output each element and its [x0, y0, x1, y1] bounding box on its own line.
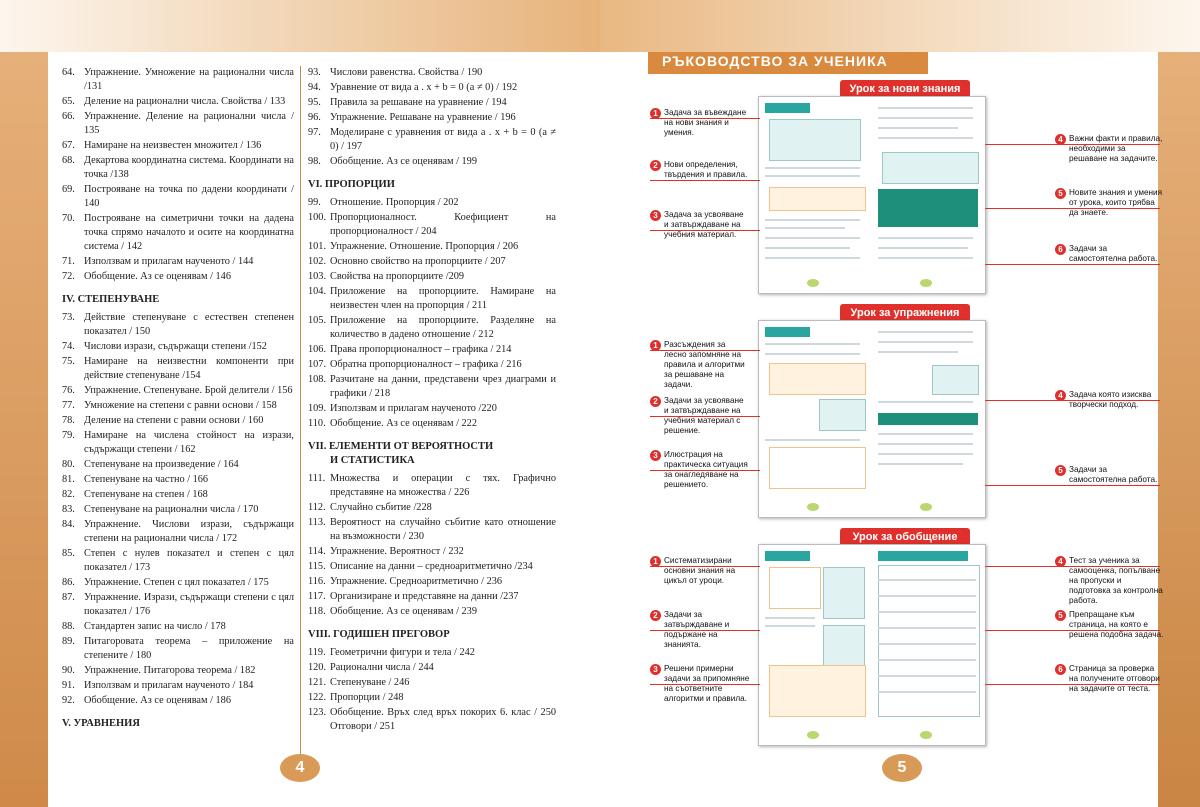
toc-item-text: Числови равенства. Свойства / 190	[330, 67, 483, 78]
book-title-bar	[878, 551, 968, 561]
toc-item-text: Отношение. Пропорция / 202	[330, 197, 459, 208]
toc-item-number: 114.	[308, 546, 326, 557]
toc-item-number: 105.	[308, 315, 327, 326]
toc-item	[62, 503, 294, 517]
toc-item-text: Упражнение. Числови изрази, съдържащи степени на рационални числа / 172	[84, 519, 294, 544]
toc-item-text: Обобщение. Аз се оценявам / 199	[330, 156, 477, 167]
toc-item-text: Множества и операции с тях. Графично представяне на множества / 226	[330, 473, 556, 498]
toc-item-text: Използвам и прилагам наученото / 144	[84, 256, 254, 267]
callout-leader-line	[650, 118, 760, 119]
toc-item	[308, 196, 556, 210]
toc-item	[308, 605, 556, 619]
toc-item-text: Използвам и прилагам наученото /220	[330, 403, 497, 414]
book-preview-exercise	[758, 320, 986, 518]
lesson-label-new: Урок за нови знания	[840, 80, 970, 98]
toc-item-text: Обобщение. Аз се оценявам / 222	[330, 418, 477, 429]
toc-item-number: 98.	[308, 156, 321, 167]
toc-item-text: Упражнение. Степен с цял показател / 175	[84, 577, 269, 588]
toc-item-number: 91.	[62, 680, 75, 691]
callout-text: Важни факти и правила, необходими за решаване на задачите.	[1069, 134, 1163, 163]
toc-item	[308, 501, 556, 515]
section-heading: И СТАТИСТИКА	[330, 455, 415, 466]
toc-item	[308, 358, 556, 372]
callout	[1055, 465, 1165, 485]
toc-item-number: 86.	[62, 577, 75, 588]
toc-item-number: 115.	[308, 561, 326, 572]
toc-item	[308, 676, 556, 690]
callout	[1055, 610, 1165, 640]
callout	[1055, 664, 1165, 694]
callout-number-badge: 3	[650, 210, 661, 221]
callout-leader-line	[650, 416, 760, 417]
toc-item-text: Декартова координатна система. Координати на точка /138	[84, 155, 294, 180]
callout-leader-line	[985, 684, 1160, 685]
callout-leader-line	[985, 630, 1160, 631]
page-number: 5	[882, 754, 922, 782]
toc-item	[62, 139, 294, 153]
toc-item-number: 96.	[308, 112, 321, 123]
toc-item	[308, 343, 556, 357]
toc-item-text: Степенуване / 246	[330, 677, 410, 688]
callout-leader-line	[985, 566, 1160, 567]
toc-item-text: Вероятност на случайно събитие като отношение на възможности / 230	[330, 517, 556, 542]
toc-item-number: 102.	[308, 256, 327, 267]
callout-leader-line	[650, 630, 760, 631]
toc-item	[62, 458, 294, 472]
guide-title: РЪКОВОДСТВО ЗА УЧЕНИКА	[662, 53, 888, 69]
callout-number-badge: 6	[1055, 664, 1066, 675]
toc-item-number: 76.	[62, 385, 75, 396]
toc-item-text: Геометрични фигури и тела / 242	[330, 647, 475, 658]
toc-item-number: 107.	[308, 359, 327, 370]
toc-item	[308, 211, 556, 239]
toc-item	[308, 706, 556, 734]
callout-number-badge: 2	[650, 396, 661, 407]
callout-number-badge: 5	[1055, 188, 1066, 199]
callout-number-badge: 4	[1055, 556, 1066, 567]
callout	[650, 108, 750, 138]
toc-item-text: Намиране на числена стойност на изрази, съдържащи степени / 162	[84, 430, 294, 455]
toc-item-number: 77.	[62, 400, 75, 411]
toc-item	[308, 402, 556, 416]
toc-column-a	[62, 66, 294, 735]
callout-number-badge: 1	[650, 108, 661, 119]
toc-item-number: 92.	[62, 695, 75, 706]
callout-leader-line	[650, 350, 760, 351]
toc-item	[308, 575, 556, 589]
toc-item-number: 117.	[308, 591, 326, 602]
toc-item-text: Обобщение. Връх след връх покорих 6. клас / 250 Отговори / 251	[330, 707, 556, 732]
callout-text: Задача за въвеждане на нови знания и умения.	[664, 108, 747, 137]
toc-item-number: 110.	[308, 418, 326, 429]
callout-number-badge: 1	[650, 340, 661, 351]
callout-number-badge: 3	[650, 664, 661, 675]
callout	[650, 340, 750, 390]
toc-item-text: Моделиране с уравнения от вида a . x + b = 0 (a ≠ 0) / 197	[330, 127, 556, 152]
toc-item-number: 99.	[308, 197, 321, 208]
callout-leader-line	[985, 400, 1160, 401]
toc-item-number: 70.	[62, 213, 75, 224]
toc-item-number: 69.	[62, 184, 75, 195]
callout-leader-line	[985, 144, 1160, 145]
callout-text: Задачи за самостоятелна работа.	[1069, 465, 1158, 484]
toc-item-number: 82.	[62, 489, 75, 500]
lesson-label-exercise: Урок за упражнения	[840, 304, 970, 322]
callout-number-badge: 5	[1055, 465, 1066, 476]
toc-item-text: Деление на рационални числа. Свойства / 133	[84, 96, 286, 107]
toc-item	[308, 590, 556, 604]
toc-item-number: 119.	[308, 647, 326, 658]
book-title-bar	[765, 551, 810, 561]
top-band	[0, 0, 600, 52]
toc-item-number: 85.	[62, 548, 75, 559]
toc-item-text: Упражнение. Изрази, съдържащи степени с цял показател / 176	[84, 592, 294, 617]
toc-item-text: Правила за решаване на уравнение / 194	[330, 97, 507, 108]
toc-item-text: Построяване на точка по дадени координати / 140	[84, 184, 294, 209]
toc-item-number: 123.	[308, 707, 327, 718]
toc-item	[62, 270, 294, 284]
toc-item-number: 66.	[62, 111, 75, 122]
section-heading: VI. ПРОПОРЦИИ	[308, 179, 395, 190]
toc-item-number: 80.	[62, 459, 75, 470]
toc-item-text: Деление на степени с равни основи / 160	[84, 415, 264, 426]
toc-item	[62, 110, 294, 138]
callout	[650, 160, 750, 180]
toc-item-number: 64.	[62, 67, 75, 78]
toc-item	[62, 154, 294, 182]
callout-text: Задачи за усвояване и затвърждаване на учебния материал с решение.	[664, 396, 744, 435]
toc-item-number: 104.	[308, 286, 327, 297]
callout-text: Разсъждения за лесно запомняне на правила и алгоритми за решаване на задачи.	[664, 340, 745, 389]
toc-item	[308, 314, 556, 342]
callout-number-badge: 6	[1055, 244, 1066, 255]
toc-item	[308, 516, 556, 544]
toc-item-text: Степен с нулев показател и степен с цял показател / 173	[84, 548, 294, 573]
toc-item-number: 112.	[308, 502, 326, 513]
toc-item-number: 71.	[62, 256, 75, 267]
book-preview-summary	[758, 544, 986, 746]
callout-leader-line	[985, 485, 1160, 486]
toc-item-text: Пропорционалност. Коефициент на пропорционалност / 204	[330, 212, 556, 237]
callout-number-badge: 4	[1055, 390, 1066, 401]
toc-item-text: Умножение на степени с равни основи / 158	[84, 400, 277, 411]
callout-number-badge: 5	[1055, 610, 1066, 621]
toc-item-number: 78.	[62, 415, 75, 426]
callout-text: Нови определения, твърдения и правила.	[664, 160, 748, 179]
book-page-right	[872, 97, 985, 293]
callout-text: Систематизирани основни знания на цикъл от уроци.	[664, 556, 736, 585]
toc-item-number: 101.	[308, 241, 327, 252]
column-divider	[300, 66, 301, 756]
toc-item	[62, 518, 294, 546]
toc-item-text: Степенуване на рационални числа / 170	[84, 504, 259, 515]
toc-item-text: Упражнение. Степенуване. Брой делители / 156	[84, 385, 293, 396]
toc-item-text: Основно свойство на пропорциите / 207	[330, 256, 506, 267]
callout	[1055, 134, 1165, 164]
toc-item-number: 90.	[62, 665, 75, 676]
toc-item-text: Упражнение. Решаване на уравнение / 196	[330, 112, 516, 123]
callout-leader-line	[650, 470, 760, 471]
book-page-right	[872, 545, 985, 745]
toc-item-number: 84.	[62, 519, 75, 530]
toc-item	[62, 620, 294, 634]
toc-item	[308, 240, 556, 254]
toc-item-text: Степенуване на степен / 168	[84, 489, 208, 500]
book-page-left	[759, 545, 873, 745]
toc-column-b	[308, 66, 556, 735]
toc-item-number: 75.	[62, 356, 75, 367]
toc-item	[62, 183, 294, 211]
callout	[650, 210, 750, 240]
toc-item	[62, 311, 294, 339]
toc-item	[62, 694, 294, 708]
toc-item-number: 72.	[62, 271, 75, 282]
callout-leader-line	[650, 684, 760, 685]
toc-item	[308, 81, 556, 95]
toc-item-number: 113.	[308, 517, 326, 528]
toc-item-text: Упражнение. Средноаритметично / 236	[330, 576, 503, 587]
toc-item-text: Пропорции / 248	[330, 692, 404, 703]
toc-item	[308, 691, 556, 705]
right-page	[600, 0, 1200, 807]
toc-item	[62, 473, 294, 487]
toc-item	[62, 591, 294, 619]
toc-item-text: Случайно събитие /228	[330, 502, 432, 513]
section-heading: VII. ЕЛЕМЕНТИ ОТ ВЕРОЯТНОСТИ	[308, 441, 494, 452]
section-heading: V. УРАВНЕНИЯ	[62, 718, 140, 729]
book-page-right	[872, 321, 985, 517]
callout-number-badge: 1	[650, 556, 661, 567]
toc-item	[308, 285, 556, 313]
toc-item	[308, 255, 556, 269]
toc-item	[62, 576, 294, 590]
toc-item-number: 81.	[62, 474, 75, 485]
toc-item	[308, 417, 556, 431]
toc-item	[308, 545, 556, 559]
toc-item	[308, 126, 556, 154]
toc-item-text: Рационални числа / 244	[330, 662, 434, 673]
toc-item-text: Упражнение. Вероятност / 232	[330, 546, 464, 557]
lesson-label-summary: Урок за обобщение	[840, 528, 970, 546]
toc-item	[62, 399, 294, 413]
callout-text: Задачи за самостоятелна работа.	[1069, 244, 1158, 263]
toc-item-text: Действие степенуване с естествен степенен показател / 150	[84, 312, 294, 337]
toc-item	[62, 679, 294, 693]
toc-item	[308, 111, 556, 125]
toc-item-number: 120.	[308, 662, 327, 673]
toc-item-text: Степенуване на произведение / 164	[84, 459, 239, 470]
callout-text: Страница за проверка на получените отговори на задачите от теста.	[1069, 664, 1160, 693]
callout-text: Задача за усвояване и затвърждаване на учебния материал.	[664, 210, 744, 239]
book-preview-new	[758, 96, 986, 294]
toc-item	[308, 373, 556, 401]
toc-item	[62, 635, 294, 663]
toc-item-text: Обобщение. Аз се оценявам / 186	[84, 695, 231, 706]
toc-item	[62, 340, 294, 354]
toc-item-number: 103.	[308, 271, 327, 282]
toc-item	[308, 646, 556, 660]
toc-item	[308, 560, 556, 574]
toc-item-text: Обобщение. Аз се оценявам / 146	[84, 271, 231, 282]
toc-item	[62, 255, 294, 269]
toc-item-text: Разчитане на данни, представени чрез диаграми и графики / 218	[330, 374, 556, 399]
callout-text: Задачи за затвърждаване и подържане на знанията.	[664, 610, 730, 649]
callout-leader-line	[650, 566, 760, 567]
toc-item-text: Построяване на симетрични точки на дадена точка спрямо началото и осите на координатна система / 142	[84, 213, 294, 252]
section-heading: VIII. ГОДИШЕН ПРЕГОВОР	[308, 629, 450, 640]
toc-item-number: 100.	[308, 212, 327, 223]
toc-item-text: Упражнение. Деление на рационални числа / 135	[84, 111, 294, 136]
toc-item-number: 116.	[308, 576, 326, 587]
callout-text: Задача която изисква творчески подход.	[1069, 390, 1152, 409]
toc-item-text: Използвам и прилагам наученото / 184	[84, 680, 254, 691]
toc-item	[62, 664, 294, 678]
toc-item-number: 74.	[62, 341, 75, 352]
callout	[1055, 244, 1165, 264]
callout-leader-line	[650, 180, 760, 181]
toc-item-text: Обратна пропорционалност – графика / 216	[330, 359, 522, 370]
toc-item	[62, 414, 294, 428]
toc-item-number: 122.	[308, 692, 327, 703]
toc-item	[308, 155, 556, 169]
toc-item-number: 83.	[62, 504, 75, 515]
toc-item	[62, 488, 294, 502]
toc-item-text: Упражнение. Умножение на рационални числа /131	[84, 67, 294, 92]
top-band	[600, 0, 1200, 52]
toc-item	[308, 66, 556, 80]
margin-band	[0, 52, 48, 807]
toc-item	[62, 212, 294, 254]
toc-item-text: Права пропорционалност – графика / 214	[330, 344, 512, 355]
toc-item	[308, 661, 556, 675]
callout-text: Решени примерни задачи за припомняне на съответните алгоритми и правила.	[664, 664, 750, 703]
toc-item-text: Намиране на неизвестни компоненти при действие степенуване /154	[84, 356, 294, 381]
toc-item-number: 121.	[308, 677, 327, 688]
toc-item-text: Упражнение. Питагорова теорема / 182	[84, 665, 256, 676]
toc-item-text: Степенуване на частно / 166	[84, 474, 209, 485]
toc-item-text: Обобщение. Аз се оценявам / 239	[330, 606, 477, 617]
callout-number-badge: 2	[650, 610, 661, 621]
toc-item-number: 109.	[308, 403, 327, 414]
toc-item-number: 94.	[308, 82, 321, 93]
book-title-bar	[765, 327, 810, 337]
toc-item-text: Упражнение. Отношение. Пропорция / 206	[330, 241, 519, 252]
callout-leader-line	[985, 208, 1160, 209]
toc-item-text: Намиране на неизвестен множител / 136	[84, 140, 262, 151]
callout-leader-line	[985, 264, 1160, 265]
toc-item-text: Описание на данни – средноаритметично /234	[330, 561, 533, 572]
book-title-bar	[765, 103, 810, 113]
section-heading: IV. СТЕПЕНУВАНЕ	[62, 294, 160, 305]
toc-item-number: 73.	[62, 312, 75, 323]
toc-item-text: Питагоровата теорема – приложение на степените / 180	[84, 636, 294, 661]
callout	[650, 556, 750, 586]
callout-number-badge: 2	[650, 160, 661, 171]
toc-item-number: 97.	[308, 127, 321, 138]
book-page-left	[759, 97, 873, 293]
toc-item-number: 79.	[62, 430, 75, 441]
toc-item-text: Организиране и представяне на данни /237	[330, 591, 519, 602]
toc-item	[62, 66, 294, 94]
toc-item-text: Приложение на пропорциите. Намиране на неизвестен член на пропорция / 211	[330, 286, 556, 311]
toc-item-number: 108.	[308, 374, 327, 385]
toc-item	[62, 355, 294, 383]
callout-leader-line	[650, 230, 760, 231]
toc-item-text: Стандартен запис на число / 178	[84, 621, 226, 632]
toc-item-number: 111.	[308, 473, 326, 484]
toc-item	[308, 472, 556, 500]
callout-number-badge: 3	[650, 450, 661, 461]
book-page-left	[759, 321, 873, 517]
toc-item-number: 106.	[308, 344, 327, 355]
callout-number-badge: 4	[1055, 134, 1066, 145]
callout-text: Илюстрация на практическа ситуация за онагледяване на решението.	[664, 450, 748, 489]
toc-item-text: Числови изрази, съдържащи степени /152	[84, 341, 267, 352]
toc-item-number: 67.	[62, 140, 75, 151]
toc-item-number: 93.	[308, 67, 321, 78]
callout-text: Тест за ученика за самооценка, попълване на пропуски и подготовка за контролна работа.	[1069, 556, 1163, 605]
toc-item-text: Свойства на пропорциите /209	[330, 271, 465, 282]
callout-text: Новите знания и умения от урока, които трябва да знаете.	[1069, 188, 1163, 217]
toc-item-text: Приложение на пропорциите. Разделяне на количество в дадено отношение / 212	[330, 315, 556, 340]
toc-item-number: 118.	[308, 606, 326, 617]
toc-item-number: 65.	[62, 96, 75, 107]
callout-text: Препращане към страница, на която е решена подобна задача.	[1069, 610, 1164, 639]
toc-item	[62, 384, 294, 398]
toc-item	[62, 547, 294, 575]
toc-item	[308, 96, 556, 110]
page-number: 4	[280, 754, 320, 782]
toc-item	[308, 270, 556, 284]
toc-item-number: 89.	[62, 636, 75, 647]
toc-item-number: 88.	[62, 621, 75, 632]
toc-item-text: Уравнение от вида a . x + b = 0 (a ≠ 0) / 192	[330, 82, 518, 93]
callout	[1055, 556, 1165, 606]
callout	[1055, 188, 1165, 218]
toc-item-number: 95.	[308, 97, 321, 108]
toc-item	[62, 429, 294, 457]
toc-item-number: 68.	[62, 155, 75, 166]
toc-item	[62, 95, 294, 109]
toc-item-number: 87.	[62, 592, 75, 603]
